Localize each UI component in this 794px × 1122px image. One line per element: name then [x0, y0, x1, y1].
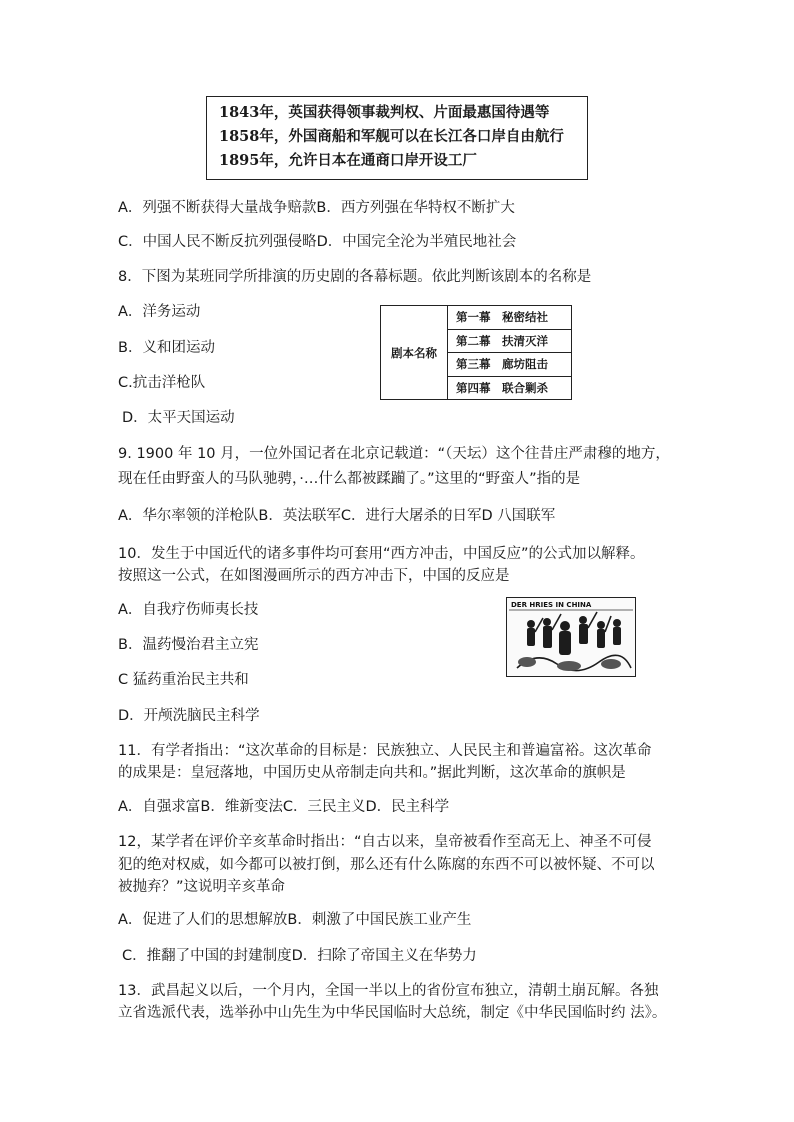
q8-stem: 8．下图为某班同学所排演的历史剧的各幕标题。依此判断该剧本的名称是: [118, 269, 592, 285]
q10-option-c: C 猛药重治民主共和: [118, 672, 249, 688]
q8-option-c: C.抗击洋枪队: [118, 375, 206, 391]
q13-stem-line2: 立省选派代表，选举孙中山先生为中华民国临时大总统，制定《中华民国临时约 法》。: [118, 1005, 667, 1021]
cartoon-image: [506, 597, 636, 677]
q11-stem-line1: 11．有学者指出：“这次革命的目标是：民族独立、人民民主和普遍富裕。这次革命: [118, 743, 652, 759]
q9-stem-line2: 现在任由野蛮人的马队驰骋，·…什么都被蹂躏了。”这里的“野蛮人”指的是: [118, 471, 581, 487]
q11-options: A．自强求富B．维新变法C．三民主义D．民主科学: [118, 799, 450, 815]
q8-option-b: B．义和团运动: [118, 340, 215, 356]
q10-stem-line2: 按照这一公式，在如图漫画所示的西方冲击下，中国的反应是: [118, 568, 510, 584]
play-acts: [448, 306, 571, 399]
cartoon-caption: DER HRIES IN CHINA: [511, 601, 592, 609]
table-row: 1843年，英国获得领事裁判权、片面最惠国待遇等: [219, 104, 550, 121]
table-row: 1895年，允许日本在通商口岸开设工厂: [219, 152, 477, 169]
q12-options-ab: A．促进了人们的思想解放B．刺激了中国民族工业产生: [118, 912, 472, 928]
q10-option-b: B．温药慢治君主立宪: [118, 637, 259, 653]
act-row: 第四幕 联合剿杀: [456, 380, 548, 395]
q10-option-d: D．开颅洗脑民主科学: [118, 708, 260, 724]
q12-stem-line1: 12，某学者在评价辛亥革命时指出：“自古以来，皇帝被看作至高无上、神圣不可侵: [118, 834, 652, 850]
q8-option-a: A．洋务运动: [118, 304, 201, 320]
q8-option-d: D．太平天国运动: [122, 410, 235, 426]
act-row: 第二幕 扶清灭洋: [448, 330, 571, 354]
table-row: 1858年，外国商船和军舰可以在长江各口岸自由航行: [219, 128, 564, 145]
q10-option-a: A．自我疗伤师夷长技: [118, 602, 259, 618]
q12-stem-line3: 被抛弃？”这说明辛亥革命: [118, 879, 286, 895]
treaty-privileges-table: [206, 96, 588, 180]
q7-options-cd: C．中国人民不断反抗列强侵略D．中国完全沦为半殖民地社会: [118, 234, 517, 250]
play-name-header: 剧本名称: [381, 306, 448, 399]
q13-stem-line1: 13．武昌起义以后，一个月内，全国一半以上的省份宣布独立，清朝土崩瓦解。各独: [118, 983, 659, 999]
q7-options-ab: A．列强不断获得大量战争赔款B．西方列强在华特权不断扩大: [118, 200, 515, 216]
q11-stem-line2: 的成果是：皇冠落地，中国历史从帝制走向共和。”据此判断，这次革命的旗帜是: [118, 765, 626, 781]
q12-stem-line2: 犯的绝对权威，如今都可以被打倒，那么还有什么陈腐的东西不可以被怀疑、不可以: [118, 857, 655, 873]
q12-options-cd: C．推翻了中国的封建制度D．扫除了帝国主义在华势力: [122, 948, 477, 964]
act-row: 第一幕 秘密结社: [448, 306, 571, 330]
act-row: 第三幕 廊坊阻击: [448, 353, 571, 377]
q9-options: A．华尔率领的洋枪队B．英法联军C．进行大屠杀的日军D 八国联军: [118, 508, 556, 524]
q10-stem-line1: 10．发生于中国近代的诸多事件均可套用“西方冲击，中国反应”的公式加以解释。: [118, 546, 645, 562]
cartoon-illustration: [507, 598, 635, 676]
play-titles-table: [380, 305, 572, 400]
q9-stem-line1: 9. 1900 年 10 月，一位外国记者在北京记载道：“（天坛）这个往昔庄严肃穆的地方，: [118, 446, 670, 462]
